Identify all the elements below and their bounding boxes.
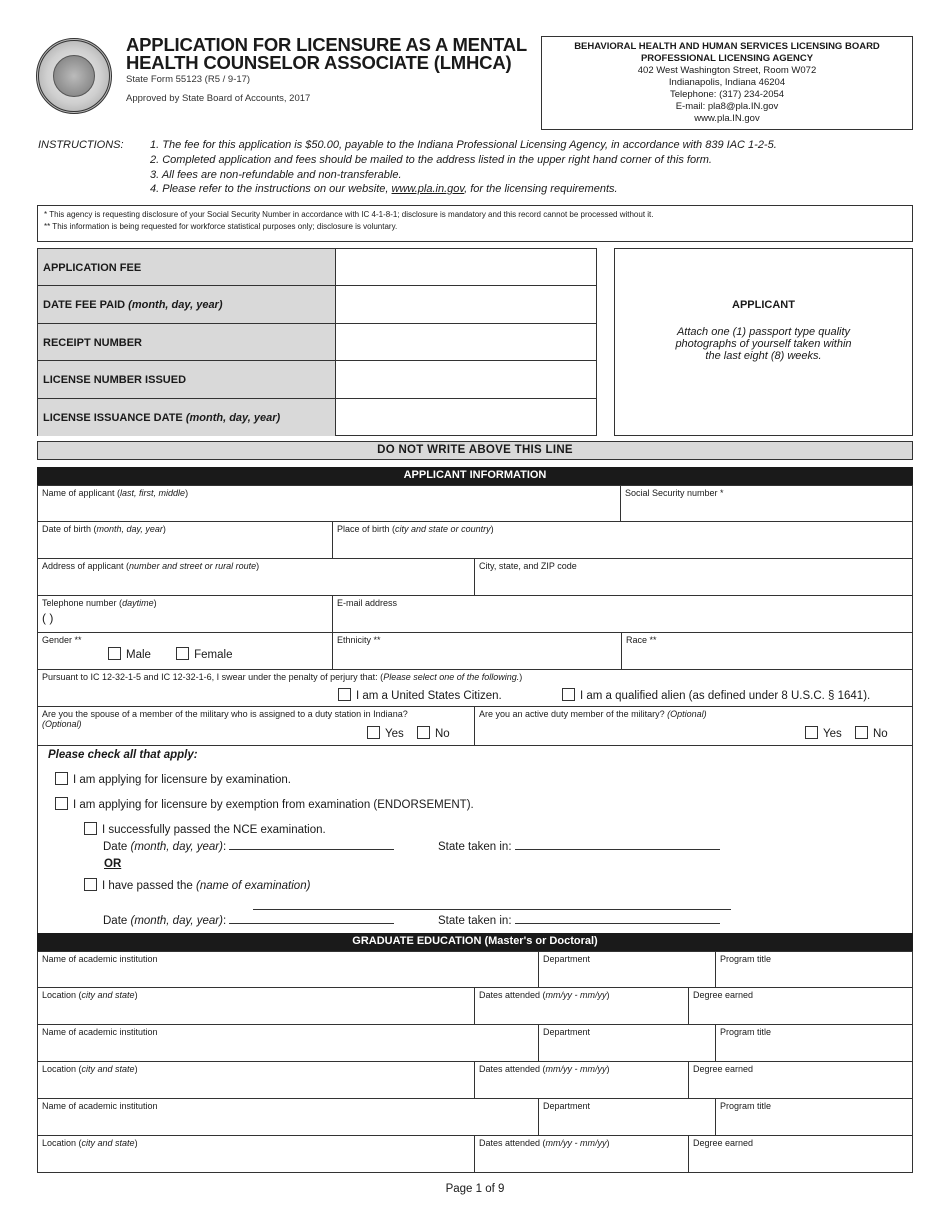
exam-name-line[interactable] [253,909,731,910]
instructions-label: INSTRUCTIONS: [38,139,124,151]
race-field[interactable]: Race ** [621,632,913,670]
institution-field[interactable]: Name of academic institution [37,1024,539,1062]
nce-state-line[interactable] [515,849,720,850]
other-date-line[interactable] [229,923,394,924]
female-checkbox[interactable] [176,647,189,660]
degree-field[interactable]: Degree earned [688,1061,913,1099]
dates-attended-field[interactable]: Dates attended (mm/yy - mm/yy) [474,1061,689,1099]
active-duty-question: Are you an active duty member of the military? (Optional) Yes No [474,706,913,746]
other-state-line[interactable] [515,923,720,924]
nce-date-line[interactable] [229,849,394,850]
graduate-education-header: GRADUATE EDUCATION (Master's or Doctoral) [37,933,913,951]
disclosure-box: * This agency is requesting disclosure of your Social Security Number in accordance with IC 4-1-8-1; disclosure is mandatory and this record cannot be processed without it. ** This information is being requested for workforce statistical purposes only; disclosure is voluntary. [37,205,913,242]
state-form-number: State Form 55123 (R5 / 9-17) [126,74,251,85]
location-field[interactable]: Location (city and state) [37,987,475,1025]
other-exam-checkbox[interactable] [84,878,97,891]
citizen-checkbox[interactable] [338,688,351,701]
applicant-name-field[interactable]: Name of applicant (last, first, middle) [37,485,621,522]
form-title: APPLICATION FOR LICENSURE AS A MENTAL HEALTH COUNSELOR ASSOCIATE (LMHCA) [126,34,527,73]
city-state-zip-field[interactable]: City, state, and ZIP code [474,558,913,596]
department-field[interactable]: Department [538,1098,716,1136]
dates-attended-field[interactable]: Dates attended (mm/yy - mm/yy) [474,987,689,1025]
office-use-table [37,248,597,436]
degree-field[interactable]: Degree earned [688,987,913,1025]
active-no-checkbox[interactable] [855,726,868,739]
telephone-field[interactable]: Telephone number (daytime) ( ) [37,595,333,633]
address-field[interactable]: Address of applicant (number and street or rural route) [37,558,475,596]
dates-attended-field[interactable]: Dates attended (mm/yy - mm/yy) [474,1135,689,1173]
location-field[interactable]: Location (city and state) [37,1135,475,1173]
photo-box: APPLICANT Attach one (1) passport type quality photographs of yourself taken within the last eight (8) weeks. [614,248,913,436]
spouse-yes-checkbox[interactable] [367,726,380,739]
perjury-statement: Pursuant to IC 12-32-1-5 and IC 12-32-1-6, I swear under the penalty of perjury that: (Please select one of the following.) I am a United States Citizen. I am a qualified alien (as defined under 8 U.S.C. § 1641). [37,669,913,707]
fee-row: DATE FEE PAID (month, day, year) [38,286,596,323]
dob-field[interactable]: Date of birth (month, day, year) [37,521,333,559]
check-all-section: Please check all that apply: I am applying for licensure by examination. I am applying for licensure by exemption from examination (ENDORSEMENT). I successfully passed the NCE examination. Date (month, day, year): State taken in: OR I have passed the (name of examination) Date (month, day, year): State taken in: [37,745,913,933]
ssn-field[interactable]: Social Security number * [620,485,913,522]
fee-row: APPLICATION FEE [38,249,596,286]
instruction-2: 2. Completed application and fees should be mailed to the address listed in the upper right hand corner of this form. [150,154,712,166]
page-number: Page 1 of 9 [445,1183,505,1195]
instruction-4: 4. Please refer to the instructions on our website, www.pla.in.gov, for the licensing requirements. [150,183,618,195]
male-checkbox[interactable] [108,647,121,660]
agency-box: BEHAVIORAL HEALTH AND HUMAN SERVICES LICENSING BOARD PROFESSIONAL LICENSING AGENCY 402 West Washington Street, Room W072 Indianapolis, Indiana 46204 Telephone: (317) 234-2054 E-mail: pla8@pla.IN.gov www.pla.IN.gov [541,36,913,130]
degree-field[interactable]: Degree earned [688,1135,913,1173]
military-spouse-question: Are you the spouse of a member of the military who is assigned to a duty station in Indiana? (Optional) Yes No [37,706,475,746]
instruction-1: 1. The fee for this application is $50.00, payable to the Indiana Professional Licensing Agency, in accordance with 839 IAC 1-2-5. [150,139,777,151]
fee-row: RECEIPT NUMBER [38,324,596,361]
email-field[interactable]: E-mail address [332,595,913,633]
applicant-info-header: APPLICANT INFORMATION [37,467,913,485]
qualified-alien-checkbox[interactable] [562,688,575,701]
program-field[interactable]: Program title [715,1098,913,1136]
or-label: OR [104,858,122,870]
fee-row: LICENSE NUMBER ISSUED [38,361,596,398]
approved-by: Approved by State Board of Accounts, 2017 [126,93,311,104]
website-link[interactable]: www.pla.in.gov [391,183,465,195]
program-field[interactable]: Program title [715,951,913,988]
department-field[interactable]: Department [538,1024,716,1062]
institution-field[interactable]: Name of academic institution [37,951,539,988]
program-field[interactable]: Program title [715,1024,913,1062]
department-field[interactable]: Department [538,951,716,988]
active-yes-checkbox[interactable] [805,726,818,739]
state-seal [36,38,112,114]
nce-checkbox[interactable] [84,822,97,835]
endorsement-checkbox[interactable] [55,797,68,810]
do-not-write-line: DO NOT WRITE ABOVE THIS LINE [37,441,913,460]
exam-checkbox[interactable] [55,772,68,785]
gender-field: Gender ** Male Female [37,632,333,670]
spouse-no-checkbox[interactable] [417,726,430,739]
ethnicity-field[interactable]: Ethnicity ** [332,632,622,670]
fee-row: LICENSE ISSUANCE DATE (month, day, year) [38,399,596,436]
institution-field[interactable]: Name of academic institution [37,1098,539,1136]
location-field[interactable]: Location (city and state) [37,1061,475,1099]
instruction-3: 3. All fees are non-refundable and non-transferable. [150,169,402,181]
pob-field[interactable]: Place of birth (city and state or country) [332,521,913,559]
